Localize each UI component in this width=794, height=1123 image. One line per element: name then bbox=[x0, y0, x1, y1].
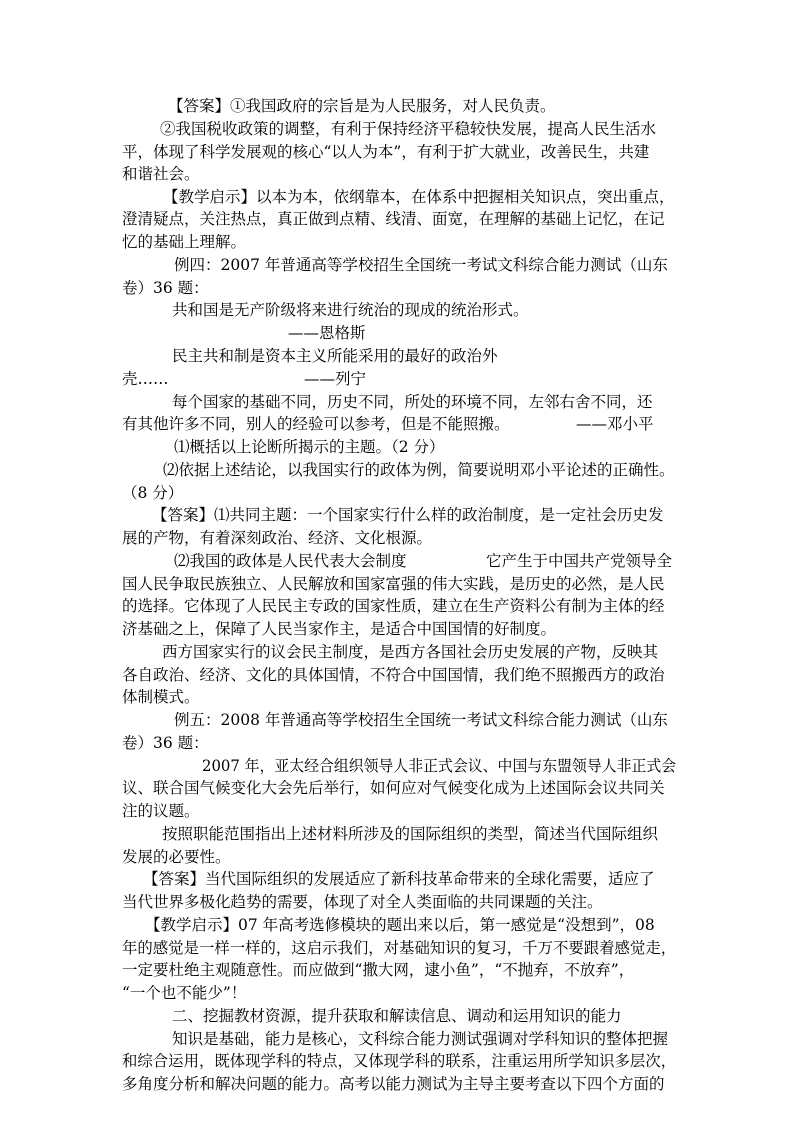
text-line: 多角度分析和解决问题的能力。高考以能力测试为主导主要考查以下四个方面的 bbox=[122, 1075, 665, 1093]
text-line: 济基础之上，保障了人民当家作主，是适合中国国情的好制度。 bbox=[122, 620, 557, 638]
text-line: 一定要杜绝主观随意性。而应做到“撒大网，逮小鱼”，“不抛弃，不放弃”， bbox=[122, 961, 635, 979]
text-line: 壳…… bbox=[122, 370, 169, 388]
text-line: ⑴概括以上论断所揭示的主题。（2 分） bbox=[174, 438, 445, 456]
text-line: 【教学启示】07 年高考选修模块的题出来以后，第一感觉是“没想到”，08 bbox=[145, 916, 655, 934]
text-line: 【答案】①我国政府的宗旨是为人民服务，对人民负责。 bbox=[168, 97, 556, 115]
text-line: 体制模式。 bbox=[122, 688, 200, 706]
text-line: 和综合运用，既体现学科的特点，又体现学科的联系，注重运用所学知识多层次， bbox=[122, 1052, 677, 1070]
text-line: 平，体现了科学发展观的核心“以人为本”，有利于扩大就业，改善民生，共建 bbox=[122, 143, 650, 161]
text-line: ——邓小平 bbox=[576, 415, 654, 433]
text-line: 和谐社会。 bbox=[122, 165, 200, 183]
text-line: 【教学启示】以本为本，依纲靠本，在体系中把握相关知识点，突出重点， bbox=[163, 188, 675, 206]
text-line: 按照职能范围指出上述材料所涉及的国际组织的类型，简述当代国际组织 bbox=[162, 825, 659, 843]
text-line: ②我国税收政策的调整，有利于保持经济平稳较快发展，提高人民生活水 bbox=[160, 120, 657, 138]
text-line: 展的产物，有着深刻政治、经济、文化根源。 bbox=[122, 529, 433, 547]
text-line: ——列宁 bbox=[304, 370, 367, 388]
text-line: 澄清疑点，关注热点，真正做到点精、线清、面宽，在理解的基础上记忆，在记 bbox=[122, 210, 665, 228]
text-line: 议、联合国气候变化大会先后举行，如何应对气候变化成为上述国际会议共同关 bbox=[122, 779, 665, 797]
text-line: 的选择。它体现了人民民主专政的国家性质，建立在生产资料公有制为主体的经 bbox=[122, 597, 665, 615]
text-line: 卷）36 题： bbox=[122, 279, 209, 297]
text-line: ⑵我国的政体是人民代表大会制度 bbox=[174, 552, 407, 570]
text-line: 忆的基础上理解。 bbox=[122, 233, 247, 251]
text-line: 民主共和制是资本主义所能采用的最好的政治外 bbox=[172, 347, 498, 365]
text-line: 注的议题。 bbox=[122, 802, 200, 820]
text-line: 西方国家实行的议会民主制度，是西方各国社会历史发展的产物，反映其 bbox=[162, 643, 659, 661]
text-line: 共和国是无产阶级将来进行统治的现成的统治形式。 bbox=[172, 301, 529, 319]
text-line: 【答案】⑴共同主题：一个国家实行什么样的政治制度，是一定社会历史发 bbox=[152, 506, 664, 524]
text-line: 卷）36 题： bbox=[122, 734, 209, 752]
text-line: 当代世界多极化趋势的需要，体现了对全人类面临的共同课题的关注。 bbox=[122, 893, 603, 911]
section-heading: 二、挖掘教材资源，提升获取和解读信息、调动和运用知识的能力 bbox=[172, 1007, 622, 1025]
text-line: 2007 年，亚太经合组织领导人非正式会议、中国与东盟领导人非正式会 bbox=[202, 757, 677, 775]
text-line: 例四：2007 年普通高等学校招生全国统一考试文科综合能力测试（山东 bbox=[174, 256, 668, 274]
text-line: “一个也不能少”！ bbox=[122, 984, 247, 1002]
text-line: ——恩格斯 bbox=[288, 324, 366, 342]
text-line: 每个国家的基础不同，历史不同，所处的环境不同，左邻右舍不同，还 bbox=[172, 393, 653, 411]
text-line: 国人民争取民族独立、人民解放和国家富强的伟大实践，是历史的必然，是人民 bbox=[122, 575, 665, 593]
text-line: 【答案】当代国际组织的发展适应了新科技革命带来的全球化需要，适应了 bbox=[143, 870, 655, 888]
text-line: 例五：2008 年普通高等学校招生全国统一考试文科综合能力测试（山东 bbox=[174, 711, 668, 729]
text-line: （8 分） bbox=[122, 484, 184, 502]
text-line: 知识是基础，能力是核心，文科综合能力测试强调对学科知识的整体把握 bbox=[172, 1030, 669, 1048]
text-line: 发展的必要性。 bbox=[122, 848, 231, 866]
text-line: 有其他许多不同，别人的经验可以参考，但是不能照搬。 bbox=[122, 415, 510, 433]
text-line: 各自政治、经济、文化的具体国情，不符合中国国情，我们绝不照搬西方的政治 bbox=[122, 666, 665, 684]
text-line: 年的感觉是一样一样的，这启示我们，对基础知识的复习，千万不要跟着感觉走， bbox=[122, 939, 677, 957]
text-line: ⑵依据上述结论，以我国实行的政体为例，简要说明邓小平论述的正确性。 bbox=[163, 461, 675, 479]
text-line: 它产生于中国共产党领导全 bbox=[486, 552, 673, 570]
